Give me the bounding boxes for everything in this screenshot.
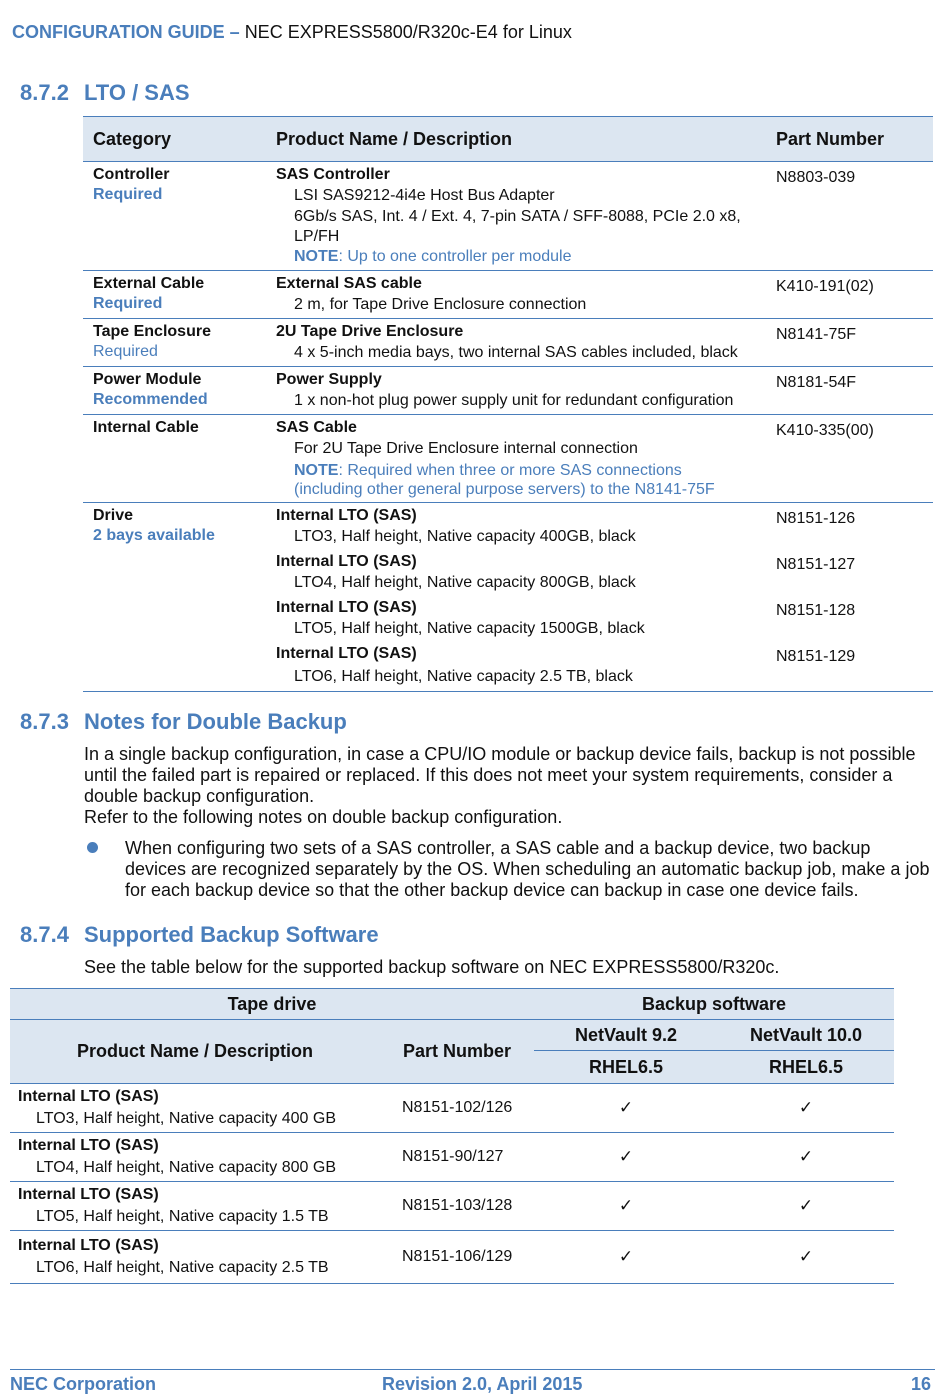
part-number: N8151-126 bbox=[776, 510, 856, 527]
note-text: : Up to one controller per module bbox=[338, 248, 572, 265]
product-name: SAS Cable bbox=[276, 419, 357, 436]
header-backup-software: Backup software bbox=[534, 989, 894, 1020]
check-icon: ✓ bbox=[534, 1084, 718, 1133]
product-desc: LTO5, Half height, Native capacity 1500GB, black bbox=[294, 620, 645, 637]
product-name: SAS Controller bbox=[276, 166, 390, 183]
footer-company: NEC Corporation bbox=[10, 1374, 156, 1394]
note bbox=[276, 461, 756, 480]
section-title: Supported Backup Software bbox=[84, 922, 379, 947]
check-icon: ✓ bbox=[718, 1182, 894, 1231]
product-desc: 6Gb/s SAS, Int. 4 / Ext. 4, 7-pin SATA / SFF-8088, PCIe 2.0 x8, LP/FH bbox=[294, 208, 741, 245]
product-desc: LTO3, Half height, Native capacity 400 GB bbox=[36, 1110, 337, 1127]
table-row bbox=[83, 415, 933, 503]
check-icon: ✓ bbox=[718, 1133, 894, 1182]
note-text: (including other general purpose servers) to the N8141-75F bbox=[294, 481, 715, 498]
col-product: Product Name / Description bbox=[266, 117, 766, 162]
product-name: Power Supply bbox=[276, 371, 382, 388]
note-label: NOTE bbox=[294, 462, 339, 479]
category-sub: 2 bays available bbox=[93, 527, 215, 544]
table-row bbox=[10, 1182, 894, 1231]
product-desc: 2 m, for Tape Drive Enclosure connection bbox=[294, 296, 587, 313]
header-os: RHEL6.5 bbox=[718, 1051, 894, 1084]
check-icon: ✓ bbox=[534, 1182, 718, 1231]
notes-paragraph: In a single backup configuration, in case a CPU/IO module or backup device fails, backup is not possible until the failed part is repaired or replaced. If this does not meet your system requirements, consider a double backup configuration. bbox=[84, 744, 916, 806]
product-desc: LTO6, Half height, Native capacity 2.5 TB, black bbox=[294, 668, 633, 685]
table-row bbox=[83, 162, 933, 271]
note-label: NOTE bbox=[294, 248, 339, 265]
table-row bbox=[83, 271, 933, 319]
product-name: Internal LTO (SAS) bbox=[18, 1237, 159, 1254]
bullet-text: When configuring two sets of a SAS controller, a SAS cable and a backup device, two backup devices are recognized separately by the OS. When scheduling an automatic backup job, make a job for each backup device so that the other backup device can backup in case one device fails. bbox=[125, 838, 930, 900]
product-name: Internal LTO (SAS) bbox=[18, 1088, 159, 1105]
col-category: Category bbox=[83, 117, 266, 162]
header-os: RHEL6.5 bbox=[534, 1051, 718, 1084]
product-desc: LTO5, Half height, Native capacity 1.5 TB bbox=[36, 1208, 329, 1225]
table-row bbox=[83, 319, 933, 367]
header-product: NEC EXPRESS5800/R320c-E4 for Linux bbox=[244, 22, 572, 42]
page-number: 16 bbox=[910, 1374, 931, 1394]
col-part-number: Part Number bbox=[766, 117, 933, 162]
part-number: N8151-106/129 bbox=[380, 1231, 534, 1284]
product-name: Internal LTO (SAS) bbox=[18, 1186, 159, 1203]
product-name: Internal LTO (SAS) bbox=[276, 645, 417, 662]
table-header-row bbox=[10, 989, 894, 1020]
section-number: 8.7.4 bbox=[20, 922, 69, 947]
section-heading-lto-sas bbox=[20, 80, 190, 106]
part-number: N8151-128 bbox=[776, 602, 856, 619]
header-netvault-10-0: NetVault 10.0 bbox=[718, 1020, 894, 1051]
check-icon: ✓ bbox=[534, 1133, 718, 1182]
footer-revision: Revision 2.0, April 2015 bbox=[382, 1374, 583, 1394]
category: Drive bbox=[93, 507, 134, 524]
part-number: N8151-90/127 bbox=[380, 1133, 534, 1182]
backup-software-table bbox=[10, 988, 894, 1284]
section-title: LTO / SAS bbox=[84, 80, 190, 105]
page-footer bbox=[10, 1369, 935, 1398]
section-number: 8.7.3 bbox=[20, 709, 69, 734]
bullet-item bbox=[84, 838, 934, 901]
header-part-number: Part Number bbox=[380, 1020, 534, 1084]
page-header bbox=[12, 22, 572, 43]
software-intro: See the table below for the supported backup software on NEC EXPRESS5800/R320c. bbox=[84, 957, 780, 977]
header-guide: CONFIGURATION GUIDE – bbox=[12, 22, 240, 42]
table-header-row bbox=[10, 1020, 894, 1051]
part-number: N8151-127 bbox=[776, 556, 856, 573]
table-header-row bbox=[83, 117, 933, 162]
part-number: N8151-129 bbox=[776, 648, 856, 665]
product-desc: For 2U Tape Drive Enclosure internal connection bbox=[294, 440, 638, 457]
table-row bbox=[10, 1084, 894, 1133]
product-desc: LTO4, Half height, Native capacity 800 GB bbox=[36, 1159, 337, 1176]
category-sub: Required bbox=[93, 343, 158, 360]
check-icon: ✓ bbox=[718, 1231, 894, 1284]
product-name: 2U Tape Drive Enclosure bbox=[276, 323, 464, 340]
table-row bbox=[10, 1133, 894, 1182]
category-sub: Recommended bbox=[93, 391, 208, 408]
product-name: Internal LTO (SAS) bbox=[276, 507, 417, 524]
part-number: N8151-102/126 bbox=[380, 1084, 534, 1133]
category-sub: Required bbox=[93, 186, 163, 203]
category: Controller bbox=[93, 166, 170, 183]
table-row bbox=[83, 503, 933, 692]
product-name: Internal LTO (SAS) bbox=[276, 553, 417, 570]
part-number: N8181-54F bbox=[766, 367, 933, 415]
table-row bbox=[10, 1231, 894, 1284]
part-number: N8141-75F bbox=[766, 319, 933, 367]
table-row bbox=[83, 367, 933, 415]
product-name: External SAS cable bbox=[276, 275, 422, 292]
section-title: Notes for Double Backup bbox=[84, 709, 347, 734]
section-heading-backup-software bbox=[20, 922, 379, 948]
list-item bbox=[276, 506, 756, 552]
check-icon: ✓ bbox=[718, 1084, 894, 1133]
category: Power Module bbox=[93, 371, 202, 388]
note bbox=[276, 247, 756, 267]
part-number: N8151-103/128 bbox=[380, 1182, 534, 1231]
product-desc: 1 x non-hot plug power supply unit for redundant configuration bbox=[294, 392, 734, 409]
list-item bbox=[276, 552, 756, 598]
product-desc: LSI SAS9212-4i4e Host Bus Adapter bbox=[294, 187, 555, 204]
list-item bbox=[276, 598, 756, 644]
bullet-icon bbox=[87, 842, 98, 853]
category: Tape Enclosure bbox=[93, 323, 211, 340]
check-icon: ✓ bbox=[534, 1231, 718, 1284]
product-desc: LTO6, Half height, Native capacity 2.5 TB bbox=[36, 1259, 329, 1276]
header-product-name: Product Name / Description bbox=[10, 1020, 380, 1084]
category: Internal Cable bbox=[93, 419, 199, 436]
product-desc: 4 x 5-inch media bays, two internal SAS cables included, black bbox=[294, 344, 738, 361]
category-sub: Required bbox=[93, 295, 163, 312]
part-number: N8803-039 bbox=[766, 162, 933, 271]
notes-paragraph: Refer to the following notes on double backup configuration. bbox=[84, 807, 563, 827]
product-desc: LTO4, Half height, Native capacity 800GB, black bbox=[294, 574, 636, 591]
list-item bbox=[276, 644, 756, 688]
lto-sas-table bbox=[83, 116, 933, 692]
category: External Cable bbox=[93, 275, 205, 292]
part-number: K410-335(00) bbox=[766, 415, 933, 503]
header-tape-drive: Tape drive bbox=[10, 989, 534, 1020]
product-name: Internal LTO (SAS) bbox=[276, 599, 417, 616]
part-number: K410-191(02) bbox=[766, 271, 933, 319]
product-desc: LTO3, Half height, Native capacity 400GB, black bbox=[294, 528, 636, 545]
section-number: 8.7.2 bbox=[20, 80, 69, 105]
section-heading-double-backup bbox=[20, 709, 347, 735]
product-name: Internal LTO (SAS) bbox=[18, 1137, 159, 1154]
note-text: : Required when three or more SAS connections bbox=[338, 462, 682, 479]
header-netvault-9-2: NetVault 9.2 bbox=[534, 1020, 718, 1051]
